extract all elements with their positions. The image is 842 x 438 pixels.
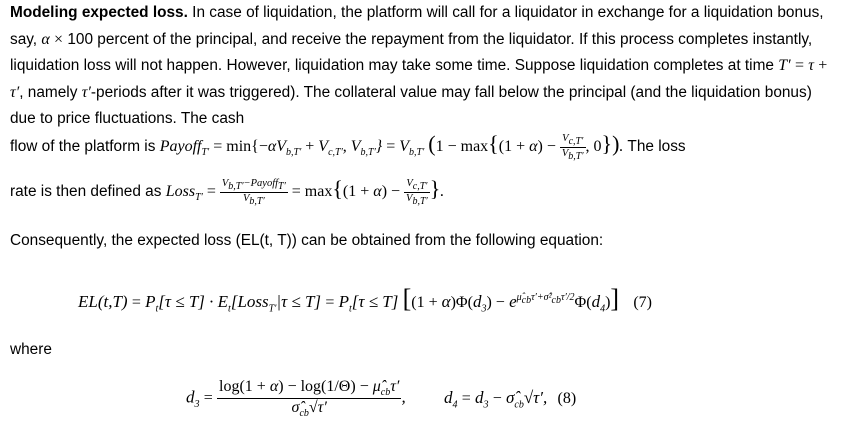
equation-8-number: (8)	[557, 389, 577, 407]
intro-paragraph	[10, 0, 836, 133]
equation-8: $d_3$ = $\frac{\log(1 + \alpha) - \log(1/\Theta) - \mû_{cb}\tau'}{\sigmâ_{cb}√\tau'}$ , $d_4 = d_3$ − $\sigmâ_{cb}√\tau'$, (8)	[186, 378, 577, 420]
paragraph-body: In case of liquidation, the platform will call for a liquidator in exchange for a liquidation bonus, say, α × 100 percent of the principal, and receive the repayment from the liquidator. If this process completes instantly, liquidation loss will not happen. However, liquidation may take some time. Suppose liquidation completes at time T′ = τ + τ′, namely τ′-periods after it was triggered). The collateral value may fall below the principal (and the liquidation bonus) due to price fluctuations. The cash	[10, 4, 828, 127]
equation-7: $EL(t,T) = P_t[\tau \le T]$ · $E_t[Loss_{T'}|\tau \le T] = P_t[\tau \le T] [(1 + \alpha)\Phi(d_3) - e^{\mû_{cb}\tau'+\sigmâ^2_{cb}\tau'/2}\Phi(d_4)]$ (7)	[78, 284, 652, 315]
payoff-line	[10, 131, 686, 162]
loss-formula: Loss$_{T'}$ = $\frac{V_{b,T'}-Payoff_{T'}}{V_{b,T'}}$ = max{(1 + α) − $\frac{V_{c,T'}}{V_{b,T'}}$ }.	[165, 176, 445, 207]
where-text: where	[10, 341, 52, 358]
consequently-text: Consequently, the expected loss (EL(t, T)) can be obtained from the following equation:	[10, 232, 604, 249]
payoff-tail: The loss	[627, 138, 686, 155]
equation-7-number: (7)	[633, 294, 652, 311]
loss-lead: rate is then defined as	[10, 183, 166, 200]
loss-line	[10, 176, 444, 207]
payoff-lead: flow of the platform is	[10, 138, 160, 155]
payoff-formula: Payoff$_{T'}$ = $\min\{-\alpha V_{b,T'} + V_{c,T'}$, $V_{b,T'}\} = V_{b,T'}$ (1 − max{(1 + α) − $\frac{V_{c,T'}}{V_{b,T'}}$ , 0}).	[159, 131, 624, 162]
paragraph-heading: Modeling expected loss.	[10, 4, 188, 21]
